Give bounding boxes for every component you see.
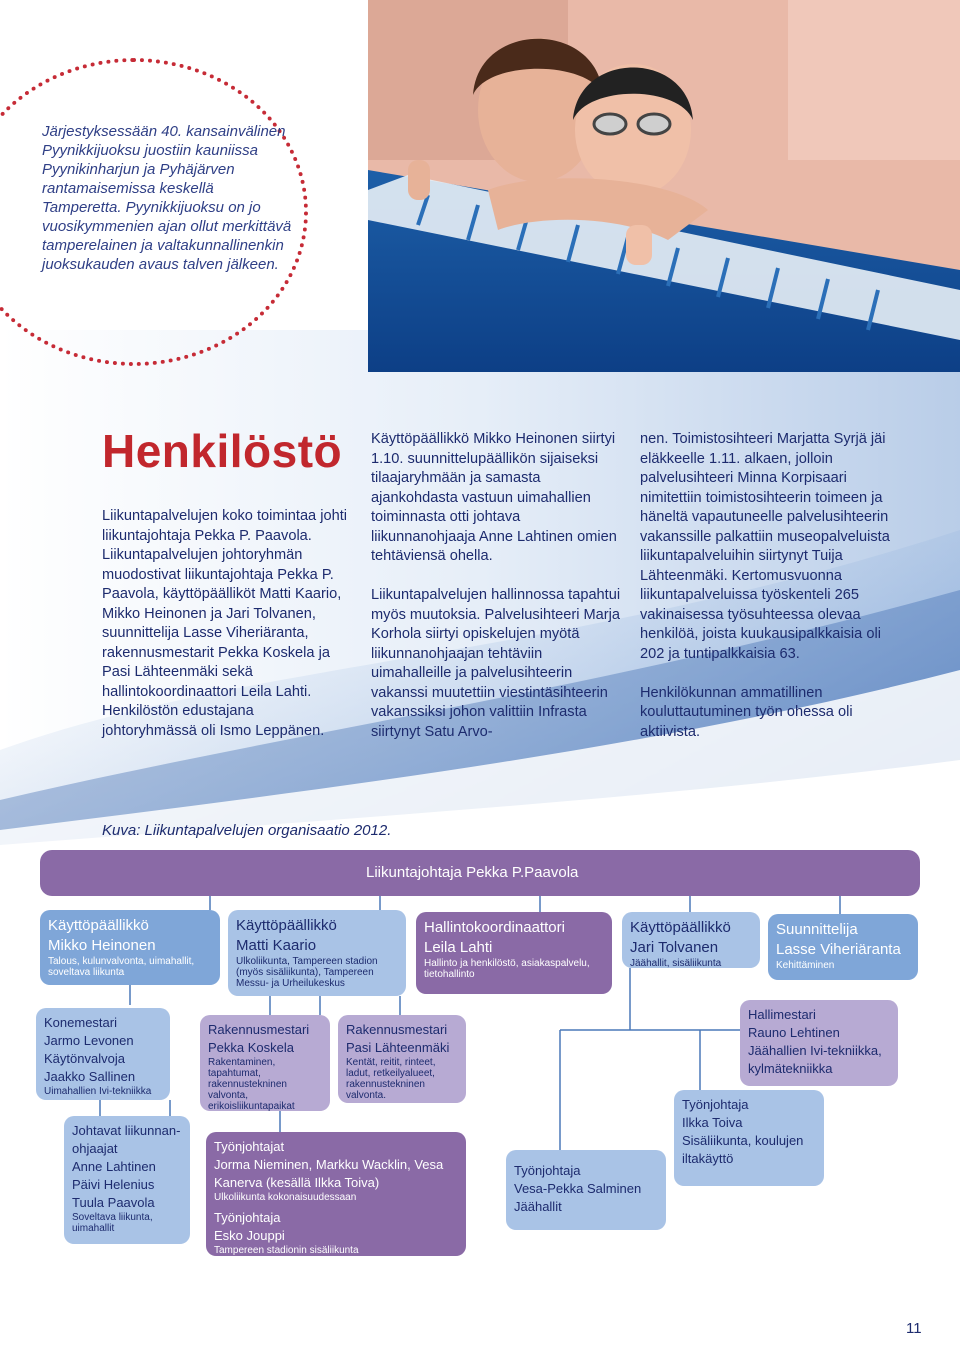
paragraph: Käyttöpäällikkö Mikko Heinonen siirtyi 1.10. suunnittelupäällikön sijaiseksi tilaajaryhmään ja samasta ajankohdasta vastuun uimahallien toiminnasta otti johtava liikunnanohjaaja Anne Lahtinen omien tehtäviensä ohella. [371, 431, 617, 564]
paragraph: Liikuntapalvelujen hallinnossa tapahtui myös muutoksia. Palvelusihteeri Marja Korhola siirtyi opiskelujen myötä liikunnanohjaajan tehtäviin uimahalleille ja palvelusihteerin vakanssi muutettiin viestintäsihteerin vakanssiksi johon valittiin Infrasta siirtynyt Satu Arvo- [371, 587, 621, 740]
org-title: Työnjohtaja [682, 1097, 749, 1112]
org-line: ohjaajat [72, 1141, 118, 1156]
org-name: Mikko Heinonen [48, 937, 156, 954]
paragraph: Henkilökunnan ammatillinen kouluttautuminen työn ohessa oli aktiivista. [640, 684, 853, 740]
org-box-tolvanen [622, 912, 760, 968]
org-desc: Jäähallit [514, 1199, 562, 1214]
org-box-lahteenmaki [338, 1015, 466, 1103]
org-box-konemestari [36, 1008, 170, 1100]
org-name: Vesa-Pekka Salminen [514, 1181, 642, 1196]
org-title: Käyttöpäällikkö [48, 917, 149, 934]
org-box-toiva [674, 1090, 824, 1186]
org-name: Pekka Koskela [208, 1040, 294, 1055]
org-desc: Ulkoliikunta, Tampereen stadion (myös sisäliikunta), Tampereen Messu- ja Urheilukeskus [236, 956, 378, 989]
org-desc: Sisäliikunta, koulujen iltakäyttö [682, 1133, 804, 1166]
org-box-ohjaajat [64, 1116, 190, 1244]
org-desc: Kehittäminen [776, 960, 835, 971]
org-title: Käyttöpäällikkö [236, 917, 337, 934]
org-top-label: Liikuntajohtaja Pekka P.Paavola [366, 864, 579, 881]
org-box-kaario [228, 910, 406, 996]
org-desc: Ulkoliikunta kokonaisuudessaan [214, 1192, 357, 1203]
org-box-salminen [506, 1150, 666, 1230]
org-name: Pasi Lähteenmäki [346, 1040, 450, 1055]
org-box-viheriaranta [768, 914, 918, 980]
org-line: Anne Lahtinen [72, 1159, 156, 1174]
org-box-tyonjohtajat [206, 1132, 466, 1256]
org-desc: Jäähallien Ivi-tekniikka, kylmätekniikka [748, 1043, 882, 1076]
photo-caption: Järjestyksessään 40. kansainvälinen Pyynikkijuoksu juostiin kauniissa Pyynikinharjun ja Pyhäjärven rantamaisemissa keskellä Tamperetta. Pyynikkijuoksu on jo vuosikymmenien ajan ollut merkittävä tamperelainen ja valtakunnallinenkin juoksukauden avaus talven jälkeen. [42, 123, 292, 273]
org-title: Suunnittelija [776, 921, 858, 938]
org-desc: Hallinto ja henkilöstö, asiakaspalvelu, tietohallinto [424, 958, 590, 980]
org-desc: Rakentaminen, tapahtumat, rakennustekninen valvonta, erikoisliikuntapaikat [208, 1057, 295, 1112]
org-name: Ilkka Toiva [682, 1115, 743, 1130]
org-name: Rauno Lehtinen [748, 1025, 840, 1040]
org-line: Jarmo Levonen [44, 1033, 134, 1048]
paragraph: nen. Toimistosihteeri Marjatta Syrjä jäi eläkkeelle 1.11. alkaen, jolloin palvelusihteeri Minna Korpisaari nimitettiin toimistosihteerin toimeen ja häneltä vapautuneelle palvelusihteerin vakanssille palkattiin museopalveluista liikuntapalveluihin siirtynyt Tuija Lähteenmäki. Kertomusvuonna liikuntapalveluissa työskenteli 265 vakinaisessa työsuhteessa olevaa henkilöä, joista kuukausipalkkaisia oli 202 ja tuntipalkkaisia 63. [640, 431, 890, 662]
org-line: Konemestari [44, 1015, 117, 1030]
org-desc: Soveltava liikunta, uimahallit [72, 1212, 153, 1234]
org-box-lahti [416, 912, 612, 994]
org-desc: Tampereen stadionin sisäliikunta [214, 1245, 359, 1256]
org-name: Leila Lahti [424, 939, 493, 956]
org-line: Päivi Helenius [72, 1177, 155, 1192]
org-box-heinonen [40, 910, 220, 985]
org-title: Rakennusmestari [346, 1022, 448, 1037]
org-title: Käyttöpäällikkö [630, 919, 731, 936]
page-number: 11 [906, 1320, 922, 1337]
org-line: Johtavat liikunnan- [72, 1123, 181, 1138]
org-line: Jaakko Sallinen [44, 1069, 136, 1084]
page-heading: Henkilöstö [102, 425, 343, 477]
paragraph: Liikuntapalvelujen koko toimintaa johti liikuntajohtaja Pekka P. Paavola. Liikuntapalvelujen johtoryhmän muodostivat liikuntajohtaja Pekka P. Paavola, käyttöpäälliköt Matti Kaario, Mikko Heinonen ja Jari Tolvanen, suunnittelija Lasse Viheriäranta, rakennusmestarit Pekka Koskela ja Pasi Lähteenmäki sekä hallintokoordinaattori Leila Lahti. Henkilöstön edustajana johtoryhmässä oli Ismo Leppänen. [102, 508, 348, 739]
org-desc: Talous, kulunvalvonta, uimahallit, soveltava liikunta [48, 956, 195, 978]
org-box-koskela [200, 1015, 330, 1111]
org-name: Jari Tolvanen [630, 939, 719, 956]
figure-caption: Kuva: Liikuntapalvelujen organisaatio 2012. [102, 822, 392, 839]
org-line: Käytönvalvoja [44, 1051, 125, 1066]
org-title: Rakennusmestari [208, 1022, 310, 1037]
org-name: Esko Jouppi [214, 1228, 285, 1243]
org-box-hallimestari [740, 1000, 898, 1086]
text-column-2 [371, 430, 623, 762]
org-title: Hallintokoordinaattori [424, 919, 565, 936]
org-title: Työnjohtaja [214, 1210, 281, 1225]
org-title: Hallimestari [748, 1007, 816, 1022]
swimmers-photo [368, 0, 960, 372]
org-name: Lasse Viheriäranta [776, 941, 901, 958]
org-name: Matti Kaario [236, 937, 317, 954]
org-desc: Uimahallien Ivi-tekniikka [44, 1086, 152, 1097]
org-title: Työnjohtajat [214, 1139, 285, 1154]
org-name: Jorma Nieminen, Markku Wacklin, Vesa Kanerva (kesällä Ilkka Toiva) [214, 1157, 444, 1190]
org-desc: Jäähallit, sisäliikunta [630, 958, 722, 969]
org-line: Tuula Paavola [72, 1195, 155, 1210]
org-desc: Kentät, reitit, rinteet, ladut, retkeilyalueet, rakennustekninen valvonta. [346, 1057, 436, 1101]
text-column-1 [102, 507, 352, 761]
text-column-3 [640, 430, 894, 762]
org-title: Työnjohtaja [514, 1163, 581, 1178]
